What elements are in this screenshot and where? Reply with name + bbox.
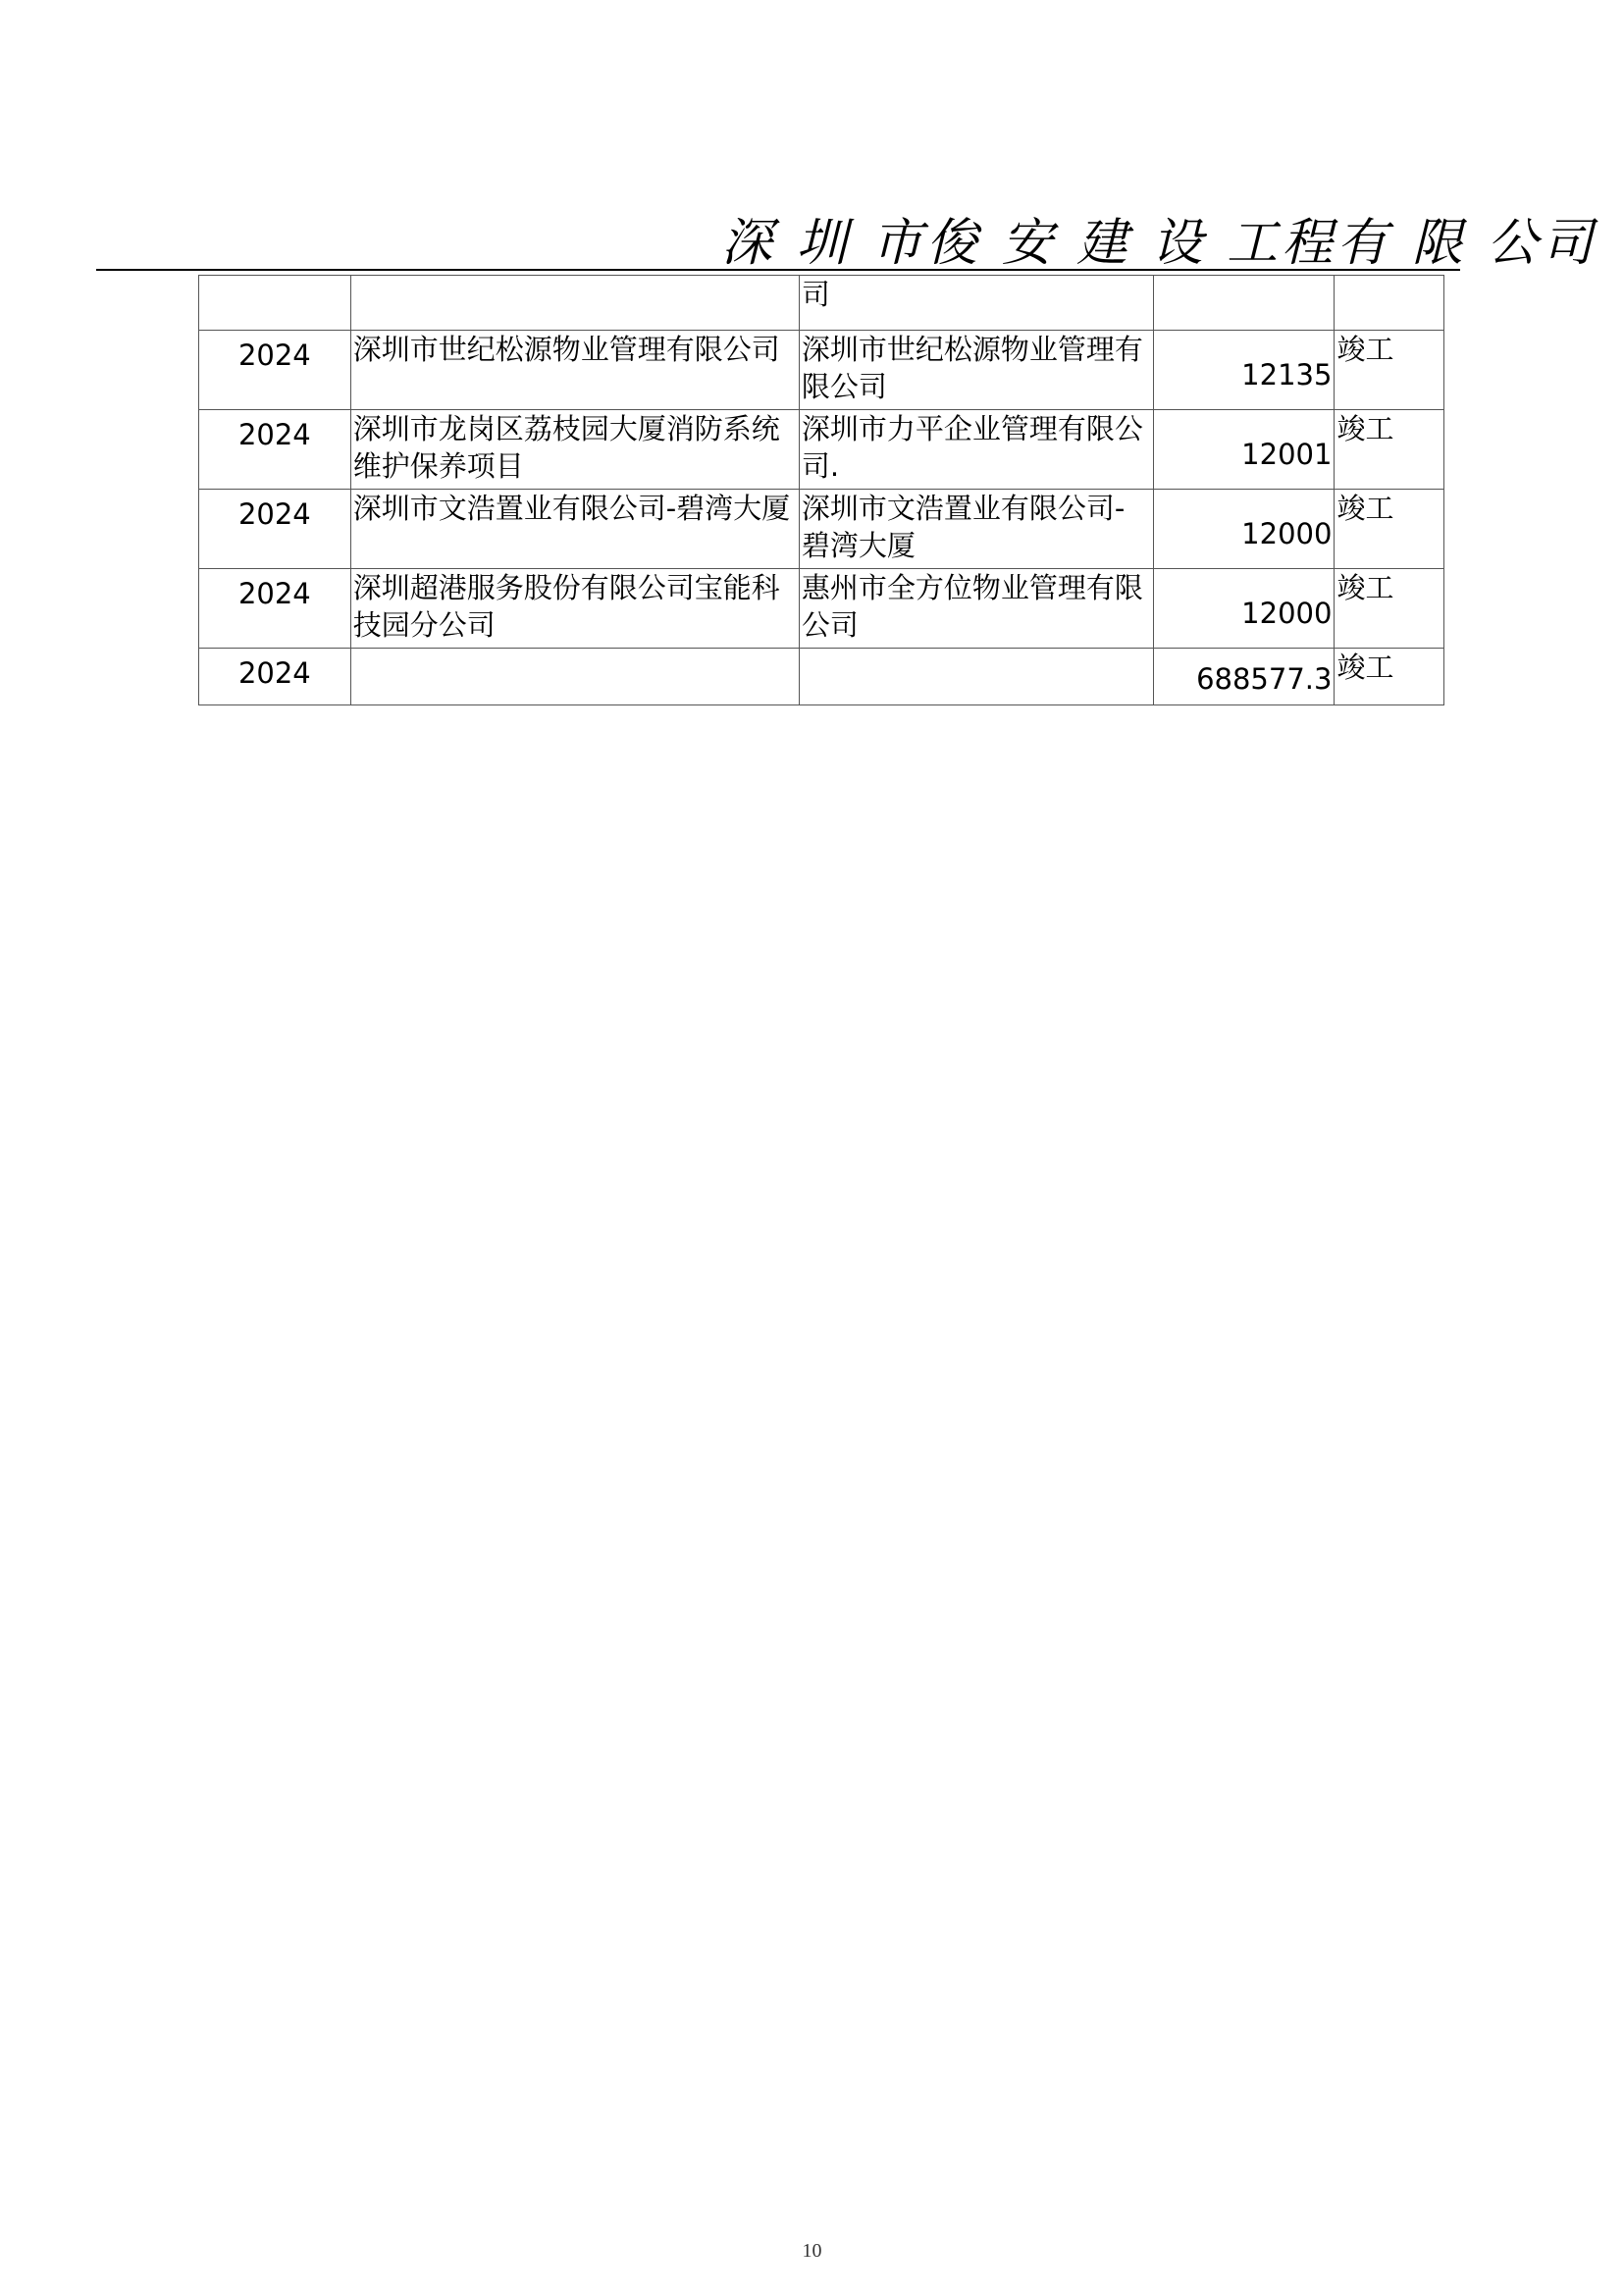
client-cell: 深圳市世纪松源物业管理有限公司: [799, 331, 1153, 410]
year-cell: 2024: [199, 490, 351, 569]
amount-value: [1156, 276, 1333, 301]
amount-value: 12000: [1241, 597, 1333, 630]
table-row: [199, 331, 1444, 410]
project-cell: [350, 276, 799, 331]
client-cell: 深圳市文浩置业有限公司-碧湾大厦: [799, 490, 1153, 569]
status-cell: 竣工: [1335, 490, 1444, 569]
amount-value: 688577.3: [1196, 662, 1333, 696]
table-row: [199, 410, 1444, 490]
year-cell: [199, 276, 351, 331]
status-cell: [1335, 276, 1444, 331]
header-divider: [96, 269, 1460, 271]
amount-value: 12000: [1241, 517, 1333, 550]
amount-cell: [1153, 410, 1335, 490]
table-row: [199, 569, 1444, 649]
status-cell: 竣工: [1335, 649, 1444, 705]
client-cell: 司: [799, 276, 1153, 331]
page-number: 10: [802, 2240, 822, 2262]
amount-value: 12001: [1241, 438, 1333, 471]
year-cell: 2024: [199, 410, 351, 490]
project-records-table: [198, 275, 1444, 705]
amount-cell: [1153, 649, 1335, 705]
amount-cell: [1153, 276, 1335, 331]
status-cell: 竣工: [1335, 331, 1444, 410]
amount-cell: [1153, 569, 1335, 649]
year-cell: 2024: [199, 331, 351, 410]
company-header-title: 深 圳 市俊 安 建 设 工程有 限 公司: [721, 214, 1598, 273]
project-cell: 深圳市龙岗区荔枝园大厦消防系统维护保养项目: [350, 410, 799, 490]
table-row: [199, 649, 1444, 705]
table-row: [199, 276, 1444, 331]
table-row: [199, 490, 1444, 569]
client-cell: 惠州市全方位物业管理有限公司: [799, 569, 1153, 649]
year-cell: 2024: [199, 649, 351, 705]
client-cell: 深圳市力平企业管理有限公司.: [799, 410, 1153, 490]
status-cell: 竣工: [1335, 569, 1444, 649]
amount-cell: [1153, 331, 1335, 410]
year-cell: 2024: [199, 569, 351, 649]
project-cell: 深圳超港服务股份有限公司宝能科技园分公司: [350, 569, 799, 649]
amount-value: 12135: [1241, 358, 1333, 391]
amount-cell: [1153, 490, 1335, 569]
project-cell: [350, 649, 799, 705]
project-cell: 深圳市世纪松源物业管理有限公司: [350, 331, 799, 410]
client-cell: [799, 649, 1153, 705]
project-cell: 深圳市文浩置业有限公司-碧湾大厦: [350, 490, 799, 569]
status-cell: 竣工: [1335, 410, 1444, 490]
